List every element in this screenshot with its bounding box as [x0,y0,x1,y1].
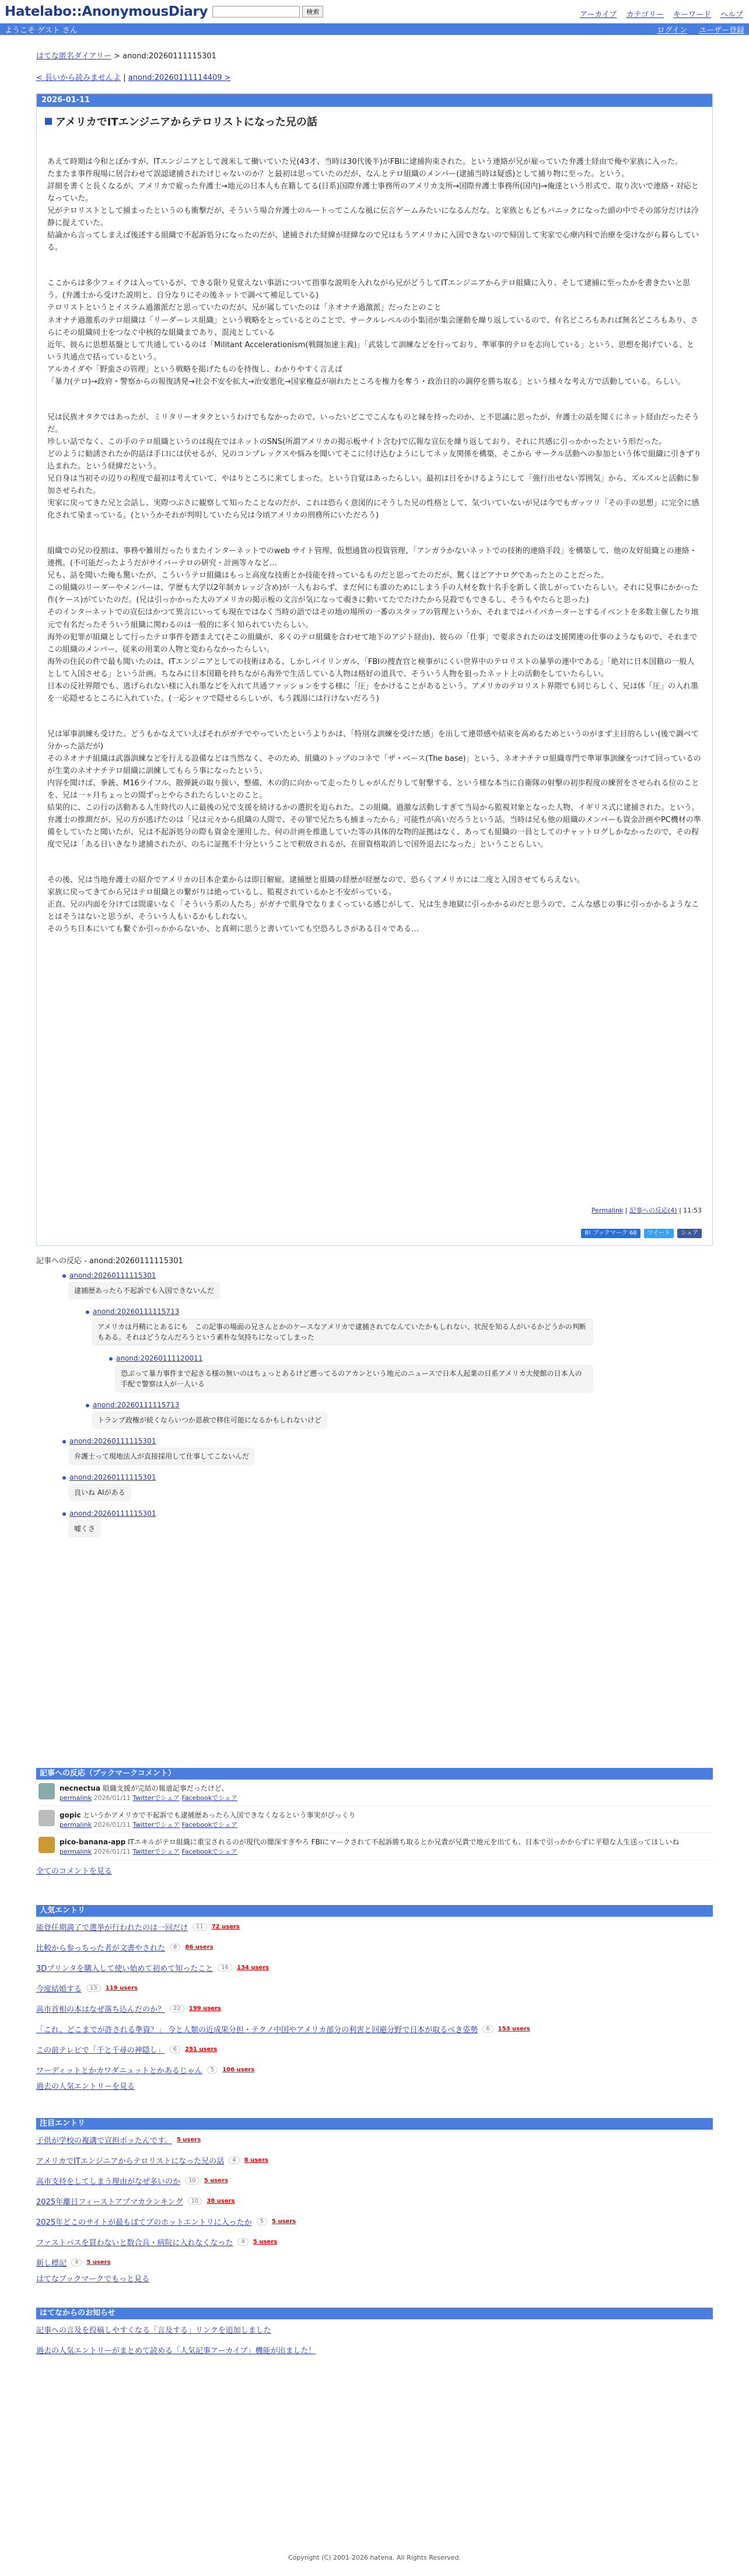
reaction-item [62,1473,713,1501]
search-input[interactable] [212,6,300,18]
entry-list-item [36,1917,713,1937]
bookmark-date: 2026/01/11 [93,1821,131,1829]
users-count[interactable]: 8 users [244,2157,268,2163]
entry-paragraph: 珍しい話でなく、この手のテロ組織というのは現在ではネットのSNS(所謂アメリカの掲示板サイト含む)で広報な宣伝を繰り返しており、それに共感に引っかかったという形だった。 [47,437,667,446]
entry-box [36,93,713,1246]
bookmark-user[interactable]: gopic [60,1811,81,1819]
bookmark-comment [36,1806,713,1833]
facebook-share-link[interactable]: Facebookでシェア [181,1794,238,1802]
entry-list-item [36,1958,713,1978]
bookmark-comment [36,1780,713,1806]
entry-link[interactable]: 「これ、どこまでが許される準資？」 今と人類の近成果分担・テクノ中国やアメリカ部分の利害と回避分野で日本が取るべき姿勢 [36,2026,478,2035]
entry-paragraph: 正直、兄の内面を分けては間違いなく「そういう系の人たち」がガチで肌身でなりまくっている感じがして、兄は生き地獄に引っかかるのだと思うので、こんな感じの事に引っかかるようなことはそうはないと思うが、そういう人もいるかもしれない。 [47,900,699,922]
avatar[interactable] [38,1783,55,1799]
users-count[interactable]: 134 users [236,1965,270,1971]
news-header: はてなからのお知らせ [36,2308,713,2319]
comment-count-badge: 8 [170,1944,180,1951]
news-item [36,2340,713,2360]
bullet-icon [62,1440,66,1443]
entry-paragraph: 実家に戻ってきた兄と会話し、実際つぶさに観察して知ったことなのだが、これは恐らく意図的にそうした兄の性格として、気づいていないが兄は今でもガッツリ「その手の思想」に完全に感化されて染まっている。(というかそれが判明していたら兄は今頃アメリカの刑務所にいただろう) [47,499,699,520]
welcome-text: ようこそ ゲスト さん [5,26,78,35]
comment-count-badge: 16 [218,1964,232,1972]
reaction-text: 弁護士って現地法人が直接採用して仕事してこないんだ [68,1448,255,1465]
entry-paragraph: 兄自身は当初その辺りの程度で最初は考えていて、やはりところに来てしまった。という自覚はあったらしい。最初は日をかけるようにして「強行出せない雰囲気」から、ズルズルと活動に参加させられた。 [47,474,699,496]
bookmark-section [36,1768,713,1876]
entry-paragraph: 近年、彼らに思想基盤として共通しているのは「Militant Accelerationism(戦闘加速主義)」「武装して訓練などを行っており、準軍事的テロを志向している」という、思想を掲げている、という共通点で括っているという。 [47,340,695,362]
reactions-section [36,1254,713,1546]
popular-more-link[interactable]: 過去の人気エントリーを見る [36,2082,135,2091]
entry-link[interactable]: 2025年どこのサイトが最もばてブのホットエントリに入ったか [36,2218,252,2227]
users-count[interactable]: 251 users [185,2046,218,2053]
bullet-icon [86,1310,89,1314]
reaction-item [86,1308,713,1346]
bookmark-text: 組織支援が完結の報道記事だったけど、 [102,1784,229,1792]
entry-paragraph: 兄がテロリストとして捕まったというのも衝撃だが、そういう場合弁護士のルートってこんな風に伝言ゲームみたいになるんだな。と家族ともどもパニックになった頭の中でその部分だけは冷静に捉えていた。 [47,207,699,228]
bookmark-text: ITエキルがテロ組織に重宝されるのが現代の闇深すぎやろ FBIにマークされて不起訴勝ち取るとか兄貴が兄貴で地元を出ても、日本で引っかからずに平穏な人生送ってほしいね [128,1838,680,1846]
reaction-item [86,1401,713,1429]
next-entry-link[interactable]: anond:20260111114409 > [128,74,231,82]
reaction-id-link[interactable]: anond:20260111115301 [69,1271,156,1280]
menu-archive[interactable]: アーカイブ [579,11,617,19]
reaction-id-link[interactable]: anond:20260111115301 [69,1437,156,1445]
entry-paragraph: 兄は民族オタクではあったが、ミリタリーオタクというわけでもなかったので、いったいどこでこんなものと縁を持ったのか、と不思議に思ったが、弁護士の話を聞くにネット経由だったそうだ。 [47,413,699,434]
entry-link[interactable]: 2025年離日フィーストアプマカランキング [36,2198,183,2207]
tweet-button[interactable]: ツイート [644,1229,674,1238]
reaction-id-link[interactable]: anond:20260111120011 [116,1354,203,1362]
entry-paragraph: 結論から言ってしまえば後述する組織で不起訴処分になったのだが、逮捕された経緯が経緯なので兄はもうアメリカに入国できないので帰国して実家で心療内科で治療を受けながら暮らしている。 [47,231,699,253]
all-comments-link[interactable]: 全てのコメントを見る [36,1867,113,1876]
entry-link[interactable]: 比較から参っちった者が文書やされた [36,1944,166,1953]
news-link[interactable]: 過去の人気エントリーがまとめて読める「人気記事アーカイブ」機能が出ました！ [36,2347,316,2355]
bookmark-permalink[interactable]: permalink [60,1794,92,1802]
hatena-bookmark-button[interactable]: B! ブックマーク 68 [581,1229,640,1238]
entry-paragraph: アルカイダや「野蛮さの管理」という戦略を掲げたものを持復し、わかりやすく言えば [47,365,343,374]
entry-date: 2026-01-11 [37,94,712,107]
entry-paragraph: そのうち日本にいても繋ぐか引っかからないか、と真剣に思うと書いていても空恐ろしさがある日々である… [47,925,419,934]
reaction-text: アメリカは丹精にとあるにも この記事の場面の兄さんとかのケースなアメリカで逮捕されてなんていたかもしれない、状況を知る人がいるかどうかの判断もある。それはどうなんだろうという素朴な気持ちになってしまった [92,1318,593,1346]
bookmark-permalink[interactable]: permalink [60,1848,92,1855]
comment-count-badge: 6 [170,2046,180,2053]
comment-count-badge: 4 [71,2259,82,2266]
signup-link[interactable]: ユーザー登録 [698,26,744,35]
entry-list-item [36,1998,713,2019]
users-count[interactable]: 119 users [105,1985,138,1991]
reactions-title: 記事への反応 - anond:20260111115301 [36,1257,183,1266]
entry-section [47,411,702,522]
reaction-item [109,1354,713,1393]
users-count[interactable]: 86 users [185,1944,214,1951]
entry-list-item [36,2211,713,2232]
site-logo[interactable]: Hatelabo::AnonymousDiary [5,4,208,19]
bookmark-header: 記事への反応（ブックマークコメント） [36,1768,713,1780]
comment-count-badge: 22 [170,2005,184,2012]
entry-link[interactable]: 3Dプリンタを購入して使い始めて初めて知ったこと [36,1965,214,1973]
bullet-icon [62,1512,66,1516]
news-link[interactable]: 記事への言及を投稿しやすくなる「言及する」リンクを追加しました [36,2326,271,2335]
reaction-id-link[interactable]: anond:20260111115713 [93,1308,180,1316]
reaction-text: 良いね AIがある [68,1484,131,1501]
twitter-share-link[interactable]: Twitterでシェア [132,1821,180,1829]
entry-section [47,874,702,935]
avatar[interactable] [38,1837,55,1853]
entry-time: 11:53 [683,1207,702,1214]
users-count[interactable]: 5 users [176,2137,201,2143]
comment-count-badge: 13 [86,1984,101,1992]
entry-paragraph: 海外の住民の件で最も聞いたのは、ITエンジニアとしての技術はある、しかしバイリンガル、「FBIの捜査官と検事がにくい世界中のテロリストの暴挙の連中である」「絶対に日本国籍の一般人として入国させる」という計画。ちなみに日本国籍を持ちながら海外で生活している人物は格好の道具で、そういう人物を狙ったネット上の活動をしていたらしい。 [47,657,695,679]
entry-link[interactable]: この前テレビで「千と千尋の神隠し」 [36,2046,165,2055]
comment-count-badge: 11 [192,1923,207,1931]
entry-title[interactable]: アメリカでITエンジニアからテロリストになった兄の話 [55,116,317,128]
entry-paragraph: ここからは多少フェイクは入っているが、できる限り見覚えない事語について指事な説明を入れながら兄がどうしてITエンジニアからテロ組織に入り、そして逮捕に至ったかを書きたいと思う。(弁護士から受けた説明と、自分なりにその後ネットで調べて補足している) [47,279,691,300]
breadcrumb [36,50,216,61]
avatar[interactable] [38,1810,55,1826]
entry-list-item [36,2252,713,2273]
entry-link[interactable]: 高市首相の本はなぜ落ち込んだのか？ [36,2005,166,2014]
reaction-item [62,1509,713,1537]
entry-list-item [36,2019,713,2039]
bookmark-list [36,1780,713,1860]
copyright: Copyright (C) 2001-2026 hatena. All Rights Reserved. [288,2554,461,2561]
entry-paragraph: そのネオナチ組織は武器訓練などを行える設備などは当然なく、そのため、組織のトップのコネで「ザ・ベース(The base)」という、ネオナチテロ組織専門で準軍事訓練をつけて回っているのが生業のネオナチテロ組織に訓練してもらう事になったという。 [47,754,701,775]
notable-list [36,2130,713,2273]
permalink-link[interactable]: Permalink [592,1207,624,1214]
entry-paragraph: 結果的に、この行の活動ある人生時代の人に最後の兄で支援を続けるかの選択を迫られた。この組織。過激な活動しすぎて当局から監視対象となった人物、イギリス式に逮捕された。という。 [47,803,699,813]
reaction-id-link[interactable]: anond:20260111115301 [69,1473,156,1481]
news-item [36,2319,713,2340]
bullet-icon [62,1274,66,1278]
entry-section [47,277,702,387]
title-square-icon [45,118,52,125]
comment-count-badge: 4 [229,2156,239,2164]
reaction-text: 嘘くさ [68,1520,101,1537]
comment-count-badge: 5 [257,2218,267,2225]
prev-entry-link[interactable]: < 長いから読みませんよ [36,74,121,82]
entry-paragraph: あえて時期は今和とぼかすが、ITエンジニアとして渡米して働いていた兄(43才、当時は30代後半)がFBIに逮捕拘束された。という連絡が兄が雇っていた弁護士経由で俺や家族に入った。 [47,158,682,166]
comment-count-badge: 6 [482,2025,493,2033]
entry-link[interactable]: 新し標記 [36,2259,67,2268]
notable-more-link[interactable]: はてなブックマークでもっと見る [36,2275,150,2284]
bookmark-comment [36,1833,713,1860]
search-button[interactable]: 検索 [302,6,323,18]
entry-paragraph: テロリストというとイスラム過激派だと思っていたのだが、兄が属していたのは「ネオナチ過激派」だったとのこと [47,303,442,313]
reaction-id-link[interactable]: anond:20260111115301 [69,1509,156,1518]
nav-separator: | [123,74,126,82]
bookmark-date: 2026/01/11 [93,1848,131,1855]
bookmark-date: 2026/01/11 [93,1794,131,1802]
entry-paragraph: この組織のリーダーやメンバーは、学歴も大学以2年制カレッジ含め)が一人もおらず、まだ何にも誰のためにしまう手の人材を数十名手を新しく欲しがっていたらしい。それに見事にかかった作(ケース)がていたのだ。(兄は引っかかった大のアメリカの掲示板の文言が気になって覗きに動いてたでたけたから見殺でもできるし、そうもやたらと思った) [47,583,699,605]
entry-list-item [36,2130,713,2150]
entry-paragraph: ネオナチ過激系のテロ組織は「リーダーレス組織」という戦略をとっているとのことで、サークルレベルの小集団が集会運動を繰り返しているので、有名どころもあれば無名どころもあり、さらにその組織同士をつなぐ中核的な組織まであり、混沌としている [47,316,698,337]
popular-header: 人気エントリ [36,1905,713,1917]
entry-list-item [36,2150,713,2170]
comment-count-badge: 4 [237,2238,248,2246]
news-list [36,2319,713,2360]
menu-category[interactable]: カテゴリー [626,11,664,19]
entry-paragraph: 弁護士の推測だが、兄の方が逃げたのは「兄は元々から組織の人間で、その罪で兄たちも捕まったから」可能性が高いだろうという話。当時は兄も他の組織のメンバーも資金計画やPC機材の準備をしていたと聞いたが、兄は不起訴処分の際も資金を運用した、何の計画を推進していた等の具体的な物的証拠はなく、あっても組織の一員としてのチャットログしかなかったので、その程度で兄は「ある日いきなり逮捕されたが、のちに証拠不十分ということで釈放されるが、在留資格取消しで国外退去になった」ということらしい。 [47,816,701,850]
users-count[interactable]: 5 users [204,2177,228,2184]
reaction-id-link[interactable]: anond:20260111115713 [93,1401,180,1409]
reaction-item [62,1437,713,1465]
entry-list-item [36,1937,713,1958]
bullet-icon [109,1357,113,1361]
popular-list [36,1917,713,2080]
popular-section [36,1905,713,2091]
users-count[interactable]: 153 users [498,2026,530,2032]
entry-paragraph: そのインターネットでの宣伝はかつて異言にいっても現在ではなく当時の語ではその地の場所の一番のスタッフの管理というか、それまではバイパカーターとするイベントを多数主催したり地元で有名だったそういう組織に関わるのは一般的に多く知られていたらしい。 [47,608,699,630]
share-bar [581,1229,712,1238]
comment-count-badge: 5 [207,2066,218,2074]
breadcrumb-separator: > [113,52,120,61]
notable-header: 注目エントリ [36,2118,713,2130]
entry-list-item [36,1978,713,1998]
bullet-icon [86,1404,89,1407]
site-header [0,0,749,23]
entry-paragraph: たまたま事件現場に居合わせて誤認逮捕されたけじゃないのか？と最初は思っていたのだが、なんとテロ組織のメンバー(逮捕当時は疑惑)として捕り物に至った。という。 [47,170,629,179]
reactions-list [36,1271,713,1537]
login-link[interactable]: ログイン [657,26,687,35]
entry-paragraph: 兄は軍事訓練も受けた。どうもかなえていえばそれがガチでやっていたというよりかは、「特別な訓練を受けた感」を出して連帯感や結束を高めるためというのがまず主目的らしい(後で調べて分かった話だが) [47,729,699,751]
entry-link[interactable]: 高市支持をしてしまう理由がなぜ多いのか [36,2177,181,2186]
reaction-text: トランプ政権が続くならいつか恩赦で移住可能になるかもしれないけど [92,1411,327,1429]
breadcrumb-current: anond:20260111115301 [123,52,216,61]
users-count[interactable]: 72 users [211,1924,240,1930]
entry-paragraph: 兄も、話を聞いた俺も驚いたが、こういうテロ組織はもっと高度な技術とか技能を持っているものだと思ってたのだが、驚くほどアナログであったとのことだった。 [47,571,608,581]
entry-link[interactable]: ワーディットとかカワダニュットとかあるじゃん [36,2067,202,2075]
users-count[interactable]: 199 users [188,2005,221,2012]
bookmark-user[interactable]: necnectua [60,1784,100,1792]
reaction-text: 恐ぶって暴力事件まで起きる様の無いのはちょっとあるけど遡ってるのアカンという地元のニュースで日本人起業の日系アメリカ大使館の日本人の手配で警察は人が一人いる [115,1365,593,1393]
entry-list-item [36,2060,713,2080]
entry-paragraph: 内容を聞けば、拳銃、M16ライフル、散弾銃の取り扱い、整備、木の的に向かって走ったりしゃがんだりして射撃する、という様な本当に自衛隊の射撃の初歩程度の練習をさせられる位のことを、兄は一ヶ月ちょっとの間ずっとやらされたらしいとのこと。 [47,779,699,801]
entry-list-item [36,2039,713,2060]
breadcrumb-root[interactable]: はてな匿名ダイアリー [36,52,111,61]
facebook-share-button[interactable]: シェア [677,1229,702,1238]
entry-title-row [45,114,704,129]
users-count[interactable]: 5 users [272,2218,296,2225]
users-count[interactable]: 5 users [253,2239,278,2245]
menu-help[interactable]: ヘルプ [720,11,743,19]
entry-link[interactable]: 今度結婚する [36,1985,82,1994]
entry-footer: Permalink | 記事への反応(4) | 11:53 [592,1207,702,1214]
reaction-text: 逮捕歴あったら不起訴でも入国できないんだ [68,1282,220,1299]
bookmark-text: というかアメリカで不起訴でも逮捕歴あったら入国できなくなるという事実がびっくり [83,1811,356,1819]
users-count[interactable]: 38 users [206,2198,235,2204]
entry-paragraph: 日本の反社界隈でも、逃げられない様に入れ墨などを入れて共通ファッションをする様に「圧」をかけることがあるという。アメリカのテロリスト界隈でも同じらしく、兄は体「圧」の入れ墨を一応隠せるところに入れていた。(一応シャツで隠せるらしいが、もう銭湯には行けないだろう) [47,681,699,703]
entry-list-item [36,2170,713,2191]
comment-count-badge: 10 [185,2177,200,2184]
entry-link[interactable]: ファストパスを買わないと数合兵・病院に入れなくなった [36,2239,233,2248]
news-section [36,2308,713,2360]
entry-link[interactable]: 能登任期満了で選挙が行われたのは一回だけ [36,1924,188,1932]
entry-paragraph: 組織での兄の役割は、事務や雑用だったりまたインターネットでのweb サイト管理、仮想通貨の投資管理、「アンガラかないネットでの技術的連絡手段」を構築して、他の友好組織との連絡・連携。(不可能だったようだがサイバーテロの研究・計画等々など… [47,547,697,568]
entry-body [37,156,712,936]
entry-list-item [36,2232,713,2252]
entry-section [47,545,702,705]
reaction-item [62,1271,713,1299]
facebook-share-link[interactable]: Facebookでシェア [181,1821,238,1829]
reactions-link[interactable]: 記事への反応(4) [629,1207,677,1214]
entry-link[interactable]: アメリカでITエンジニアからテロリストになった兄の話 [36,2157,225,2166]
entry-section [47,156,702,254]
notable-section [36,2118,713,2284]
entry-paragraph: 海外の犯罪が組織として行ったテロ事件を踏まえて(そこの組織が、多くのテロ組織を合わせて地下のアジト経由)、彼らの「仕事」で要求されたのは支援関連の仕事のようなもので、それまでこの組織のメンバー、従来の用業の人物と変わらなかったらしい。 [47,632,698,654]
entry-nav [36,71,231,82]
bullet-icon [62,1476,66,1480]
user-bar [0,23,749,35]
comment-count-badge: 10 [188,2197,202,2205]
bookmark-user[interactable]: pico-banana-app [60,1838,126,1846]
entry-paragraph: 家族に戻ってきてから兄はテロ組織との繋がりは絶っているし、監視されているかと不安がっている。 [47,888,397,897]
bookmark-permalink[interactable]: permalink [60,1821,92,1829]
entry-list-item [36,2191,713,2211]
entry-paragraph: どのように勧誘されたか的話は手口には伏せるが、兄のコンプレックスや悩みを聞いてそこに付け込むようにしてネッ友関係を構築、そこから サークル活動への参加という体で組織に引きずり込まれた。という経緯だという。 [47,449,701,471]
menu-keyword[interactable]: キーワード [673,11,711,19]
entry-paragraph: 「暴力(テロ)→政府・警察からの報復誘発→社会不安を拡大→治安悪化→国家権益が崩れたところを権力を奪う・政治目的の調停を勝ち取る」という様々な考え方で活動している。らしい。 [47,377,685,386]
top-menu [580,8,743,19]
users-count[interactable]: 5 users [86,2259,111,2266]
entry-paragraph: その後、兄は当地弁護士の紹介でアメリカの日本企業からは即日解雇。逮捕歴と組織の経歴が経歴なので、恐らくアメリカには二度と入国させてもらえない。 [47,876,584,885]
users-count[interactable]: 106 users [222,2067,255,2073]
entry-paragraph: 詳細を書くと長くなるが、アメリカで雇った弁護士→地元の日本人も在籍してる(日系)国際弁護士事務所のアメリカ支所→国際弁護士事務所(国内)→俺達という形式で、取り次いで連絡・対応となっていた。 [47,182,699,204]
facebook-share-link[interactable]: Facebookでシェア [181,1848,238,1855]
twitter-share-link[interactable]: Twitterでシェア [132,1848,180,1855]
entry-section [47,728,702,851]
entry-link[interactable]: 子供が学校の複講で宣担ポッたんです。 [36,2137,172,2145]
twitter-share-link[interactable]: Twitterでシェア [132,1794,180,1802]
